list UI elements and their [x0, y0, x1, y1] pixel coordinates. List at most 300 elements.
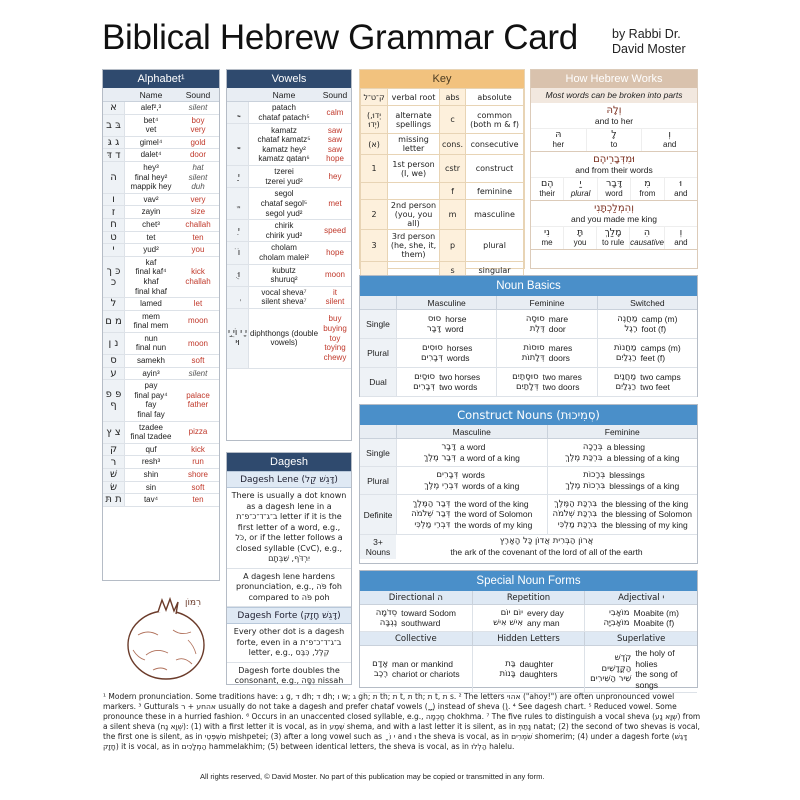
hhw-part-eng: you [573, 238, 587, 247]
alphabet-sound: palace father [186, 390, 210, 410]
grid-cell [496, 310, 596, 338]
dagesh-lene-text-2: A dagesh lene hardens pronunciation, e.g., פֹּה foh compared to פֹּה poh [227, 569, 351, 608]
hhw-part [596, 227, 629, 249]
special-header: Special Noun Forms [360, 571, 697, 591]
key-cell: masculine [466, 200, 524, 230]
grid-cell [597, 368, 697, 396]
key-row [361, 230, 524, 262]
alphabet-name: tav⁴ [143, 495, 159, 505]
column-header: Feminine [547, 425, 698, 438]
special-column-header: Hidden Letters [472, 632, 585, 645]
cell-hebrew: סְדֹמָה נֶגְבָּה [375, 607, 398, 628]
grid-cell [396, 339, 496, 367]
three-plus-row [360, 535, 697, 559]
cell-english: two horses two words [439, 371, 481, 392]
cell-hebrew: סוּסָה דֶּלֶת [525, 313, 545, 334]
vowel-sound: hope [326, 248, 344, 258]
alphabet-name: bet⁴ vet [143, 115, 159, 135]
alphabet-sound: very [190, 194, 206, 204]
dagesh-forte-header: Dagesh Forte (דָּגֵשׁ חָזָק) [227, 607, 351, 624]
alphabet-letter: צ ץ [103, 422, 125, 443]
alphabet-sound: kick [191, 444, 205, 454]
vowel-sound: buy buying toy toying chewy [323, 314, 347, 362]
key-cell: (א) [361, 134, 388, 155]
grid-cell [396, 310, 496, 338]
vowel-row [227, 102, 351, 124]
hhw-part [629, 227, 664, 249]
alphabet-name: sin [145, 482, 157, 492]
hhw-part [531, 129, 586, 151]
alphabet-row [103, 137, 219, 150]
alphabet-letter: ו [103, 194, 125, 206]
row-label: Single [360, 439, 396, 466]
vowel-row [227, 166, 351, 188]
hhw-subtitle: Most words can be broken into parts [531, 88, 697, 103]
alphabet-letter: ח [103, 219, 125, 231]
key-row [361, 89, 524, 106]
dagesh-lene-text: There is usually a dot known as a dagesh lene in a ב־ג־ד־כ־פ־ת letter if it is the first letter of a word, e.g., כֹּל, or if the letter follows a closed syllable (CvC), e.g., יִרְדֹּף, שִׁבְּתָם [227, 488, 351, 569]
key-cell: missing letter [388, 134, 440, 155]
alphabet-name: pay final pay⁴ fay final fay [134, 381, 168, 420]
cell-english: blessings blessings of a king [609, 470, 680, 491]
column-headers [360, 425, 697, 439]
footnotes: ¹ Modern pronunciation. Some traditions have: ג g, ד dh; ד dh; ו w; ג gh; ת th; ת t, ת th; ת t, ת s. ² The letters אהוי ("ahoy!") are often unpronounced vowel markers. ³ Gutturals אהחע + ר usually do not take a dagesh and prefer chataf vowels (ֲ ֱ ֳ) instead of sheva (ְ). ⁴ See dagesh chart. ⁵ Reduced vowel. Some pronounce these in a hurried fashion. ⁶ Occurs in an unaccented closed syllable, e.g., חָכְמָה chokhma. ⁷ The five rules to distinguish a vocal sheva (שְׁוָא נָע) from a silent sheva (שְׁוָא נָח): (1) with a first letter it is vocal, as in שְׁמַע shema, and with a last letter it is silent, as in נָתַתְּ natat; (2) the second of two shevas is vocal, the first one is silent, as in מִשְׁפְּטֵי mishpetei; (3) after a long vowel such as ָ ֵ ִי וֹ and וּ the sheva is vocal, as in שֹׁמְרִים shomerim; (4) under a dagesh forte (דָּגֵשׁ חָזָק) it is vocal, as in הַמְלָכִים hammelakhim; (5) between identical letters, the sheva is vocal, as in הַלְלוּ halelu. [103, 692, 701, 751]
grid-cell [547, 495, 698, 534]
alphabet-letter: מ ם [103, 311, 125, 332]
vowel-symbol: ָ ֳ [227, 124, 249, 165]
row-label: Plural [360, 339, 396, 367]
vowel-symbol: ֻ וּ [227, 265, 249, 286]
special-row [360, 646, 697, 693]
alphabet-row [103, 115, 219, 137]
alphabet-name: shin [143, 470, 159, 479]
grid-row [360, 439, 697, 467]
hhw-header: How Hebrew Works [531, 70, 697, 88]
vowel-sound: met [328, 198, 342, 208]
alphabet-row [103, 194, 219, 207]
cell-hebrew: סוּסִים דְּבָרִים [420, 342, 443, 363]
alphabet-row [103, 469, 219, 482]
key-cell: common (both m & f) [466, 106, 524, 134]
cell-hebrew: סוּסוֹת דְּלָתוֹת [521, 342, 545, 363]
grid-cell [396, 439, 547, 466]
alphabet-name: kaf final kaf⁴ khaf final khaf [134, 257, 168, 296]
vowel-symbol: ַ ֲ [227, 102, 249, 123]
hhw-part-eng: word [605, 189, 623, 198]
grid-cell [597, 310, 697, 338]
cell-hebrew: סוּס דָּבָר [426, 313, 442, 334]
cell-english: mare door [548, 313, 569, 334]
vowel-name: diphthongs (double vowels) [249, 328, 319, 348]
hhw-part [531, 178, 563, 200]
alphabet-name: alef²,³ [140, 103, 162, 112]
hhw-part-eng: and [663, 140, 677, 149]
cell-hebrew: בִּרְכַּת הַמֶּלֶךְ בִּרְכַּת שְׁלֹמֹה בִּרְכַּת מַלְכִּי [552, 498, 598, 530]
key-cell: singular [466, 262, 524, 279]
page-title: Biblical Hebrew Grammar Card [102, 18, 578, 57]
key-cell: c [439, 106, 465, 134]
alphabet-sound: soft [191, 482, 205, 492]
three-plus-english: the ark of the covenant of the lord of all of the earth [450, 547, 643, 557]
special-noun-forms-panel [359, 570, 698, 688]
hhw-part-eng: causative [630, 238, 664, 247]
hhw-part [641, 129, 697, 151]
hhw-part-eng: plural [570, 189, 591, 198]
column-header: Masculine [396, 425, 547, 438]
copyright: All rights reserved, © David Moster. No part of this publication may be copied or transmitted in any form. [200, 772, 545, 781]
hhw-part-eng: and [674, 238, 688, 247]
hhw-part [664, 178, 697, 200]
cell-english: camp (m) foot (f) [641, 313, 678, 334]
vowel-name: chirik chirik yud² [265, 221, 303, 240]
key-cell: 2 [361, 200, 388, 230]
key-cell: m [439, 200, 465, 230]
construct-nouns-panel [359, 404, 698, 564]
row-label: Definite [360, 495, 396, 534]
key-cell [361, 183, 388, 200]
alphabet-panel: Alphabet¹ Name Sound א alef²,³ silent בּ ב bet⁴ vet boy very ג גּ gimel⁴ gold ד דּ dalet⁴ door ה hey³ final hey² mappik hey hat silent duh ו vav² very ז zayin size ח chet³ challah ט tet ten י yud² you כּ ך כ kaf final kaf⁴ khaf final khaf kick challah ל lamed let מ ם mem final mem moon נ ן nun final nun moon ס samekh soft ע ayin³ silent פּ פ ף pay final pay⁴ fay final fay palace father צ ץ tzadee final tzadee pizza ק quf kick ר resh³ run שׁ shin shore שׂ sin soft ת תּ tav⁴ ten [102, 69, 220, 581]
vowel-name: kubutz shuruq² [270, 265, 298, 285]
special-cell [472, 605, 585, 631]
vowel-row [227, 124, 351, 166]
column-headers [360, 296, 697, 310]
three-plus-hebrew: אֲרוֹן הַבְּרִית אֲדוֹן כָּל הָאָרֶץ [499, 536, 594, 546]
vowel-sound: saw saw saw hope [326, 125, 344, 164]
alphabet-row [103, 494, 219, 507]
hhw-part-eng: and [674, 189, 688, 198]
alphabet-sound: pizza [188, 427, 208, 437]
alphabet-row [103, 456, 219, 469]
alphabet-sound: hat silent duh [188, 162, 208, 192]
alphabet-name: samekh [136, 356, 165, 366]
vowel-row [227, 287, 351, 309]
alphabet-sound: challah [185, 219, 211, 229]
vowel-row [227, 265, 351, 287]
key-row [361, 106, 524, 134]
key-cell: 3rd person (he, she, it, them) [388, 230, 440, 262]
cell-english: every day any man [527, 607, 564, 628]
hhw-part [586, 129, 642, 151]
grid-cell [547, 439, 698, 466]
column-header: Masculine [396, 296, 496, 309]
special-column-headers [360, 632, 697, 646]
alphabet-sound: moon [187, 338, 208, 348]
cell-english: two camps two feet [640, 371, 681, 392]
vowel-sound: calm [326, 107, 344, 117]
grid-row [360, 495, 697, 535]
hhw-part-heb: דָּבָר [605, 178, 623, 189]
alphabet-sound: silent [188, 368, 208, 378]
alphabet-sound: you [191, 245, 205, 255]
key-row [361, 183, 524, 200]
key-cell: p [439, 230, 465, 262]
alphabet-row [103, 244, 219, 257]
alphabet-row [103, 102, 219, 115]
hhw-part-heb: לָ [611, 129, 617, 140]
grid-cell [496, 368, 596, 396]
key-header: Key [360, 70, 524, 88]
alphabet-letter: שׂ [103, 482, 125, 494]
key-cell [388, 183, 440, 200]
alphabet-letter: ג גּ [103, 137, 125, 149]
vowel-row [227, 242, 351, 264]
row-label: Plural [360, 467, 396, 494]
dagesh-forte-text-2: Dagesh forte doubles the consonant, e.g., נִסָּה nissah [234, 665, 344, 685]
alphabet-row [103, 368, 219, 381]
byline: by Rabbi Dr. David Moster [612, 27, 686, 56]
key-cell: alternate spellings [388, 106, 440, 134]
special-column-header: Adjectival י [584, 591, 697, 604]
alphabet-name: tzadee final tzadee [130, 422, 172, 442]
row-label: 3+ Nouns [360, 535, 396, 559]
key-table [360, 88, 524, 279]
key-cell: verbal root [388, 89, 440, 106]
cell-english: a word a word of a king [459, 442, 520, 463]
hhw-parts [531, 227, 697, 250]
construct-header: Construct Nouns (סְמִיכוּת) [360, 405, 697, 425]
key-cell: s [439, 262, 465, 279]
hhw-part [630, 178, 663, 200]
alphabet-header: Alphabet¹ [103, 70, 219, 88]
alphabet-sound: ten [192, 232, 204, 242]
alphabet-letter: ט [103, 232, 125, 244]
alphabet-sound: silent [188, 103, 208, 112]
key-cell: 2nd person (you, you all) [388, 200, 440, 230]
special-row [360, 605, 697, 632]
alphabet-letter: שׁ [103, 469, 125, 481]
alphabet-row [103, 257, 219, 298]
key-cell: feminine [466, 183, 524, 200]
grid-row [360, 310, 697, 339]
alphabet-name: nun final nun [135, 333, 167, 353]
cell-english: two mares two doors [542, 371, 582, 392]
cell-english: words words of a king [462, 470, 520, 491]
vowel-sound: speed [324, 225, 346, 235]
pomegranate-illustration [118, 590, 223, 685]
alphabet-sound: size [190, 207, 206, 217]
cell-english: horses words [446, 342, 473, 363]
dagesh-header: Dagesh [227, 453, 351, 471]
cell-english: camps (m) feet (f) [640, 342, 681, 363]
dagesh-lene-header: Dagesh Lene (דָּגֵשׁ קַל) [227, 471, 351, 488]
key-cell: f [439, 183, 465, 200]
alphabet-letter: ה [103, 162, 125, 193]
cell-english: horse word [445, 313, 467, 334]
dagesh-forte-text: Every other dot is a dagesh forte, even in a ב־ג־ד־כ־פ־ת letter, e.g., קִלֵּל, כִּבֵּס [227, 624, 351, 663]
key-cell: consecutive [466, 134, 524, 155]
grid-cell [547, 467, 698, 494]
cell-english: man or mankind chariot or chariots [392, 658, 460, 679]
vowel-symbol: ֶ ֱ [227, 188, 249, 219]
alphabet-row [103, 355, 219, 368]
key-cell: 1st person (I, we) [388, 155, 440, 183]
hhw-part-heb: הּ [555, 129, 562, 140]
key-row [361, 134, 524, 155]
three-plus-content [396, 535, 697, 559]
hhw-part [664, 227, 697, 249]
special-column-header: Collective [394, 634, 437, 644]
alphabet-letter: כּ ך כ [103, 257, 125, 297]
alphabet-name: zayin [141, 207, 161, 217]
hhw-part-heb: מִ [644, 178, 651, 189]
alphabet-row [103, 298, 219, 311]
alphabet-name: quf [145, 444, 157, 454]
key-cell: absolute [466, 89, 524, 106]
alphabet-name: yud² [143, 245, 159, 255]
alphabet-sound: ten [192, 495, 204, 505]
alphabet-row [103, 422, 219, 444]
key-cell: 3 [361, 230, 388, 262]
hhw-part-eng: to rule [602, 238, 625, 247]
alphabet-sound: gold [190, 137, 206, 147]
alphabet-name: gimel⁴ [139, 137, 163, 147]
alphabet-letter: א [103, 102, 125, 114]
hhw-part-eng: to [610, 140, 618, 149]
vowel-name: vocal sheva⁷ silent sheva⁷ [261, 287, 307, 307]
vowel-row [227, 220, 351, 242]
key-row [361, 200, 524, 230]
hhw-part-heb: וְ [679, 227, 683, 238]
cell-english: the word of the king the word of Solomon the words of my king [454, 498, 533, 530]
special-cell [472, 646, 585, 692]
key-cell: ק־ט־ל [361, 89, 388, 106]
alphabet-letter: ע [103, 368, 125, 380]
alphabet-row [103, 206, 219, 219]
row-label: Single [360, 310, 396, 338]
cell-hebrew: דְּבָרִים דִּבְרֵי מֶלֶךְ [424, 470, 459, 491]
alphabet-sound: let [193, 299, 203, 309]
cell-english: a blessing a blessing of a king [606, 442, 680, 463]
alphabet-sound: kick challah [185, 267, 211, 286]
grid-row [360, 368, 697, 397]
alphabet-letter: בּ ב [103, 115, 125, 136]
alphabet-name: dalet⁴ [140, 150, 162, 160]
grid-row [360, 467, 697, 495]
hhw-part-eng: me [541, 238, 553, 247]
cell-hebrew: דָּבָר דְּבַר מֶלֶךְ [423, 442, 456, 463]
hhw-part-heb: תָּ [576, 227, 584, 238]
row-label: Dual [360, 368, 396, 396]
cell-hebrew: אָדָם רֶכֶב [372, 658, 389, 679]
alphabet-letter: נ ן [103, 333, 125, 354]
grid-cell [396, 495, 547, 534]
hhw-example-word: וְהִמְלַכְתָּנִי [594, 203, 634, 214]
alphabet-letter: ת תּ [103, 494, 125, 506]
cell-hebrew: מַחֲנוֹת רַגְלַיִם [613, 342, 637, 363]
alphabet-sound: run [192, 457, 204, 467]
cell-hebrew: סוּסָתַיִם דְּלָתַיִם [512, 371, 539, 392]
cell-hebrew: סוּסַיִם דְּבָרִים [413, 371, 436, 392]
vowel-row [227, 188, 351, 220]
noun-basics-panel [359, 275, 698, 397]
special-column-headers [360, 591, 697, 605]
alphabet-name: mem final mem [133, 311, 169, 331]
grid-row [360, 339, 697, 368]
cell-hebrew: בַּת בָּנוֹת [499, 658, 516, 679]
vowels-header: Vowels [227, 70, 351, 88]
alphabet-sound: soft [191, 356, 205, 366]
column-header: Switched [597, 296, 697, 309]
vowel-name: kamatz chataf kamatz⁵ kamatz hey² kamatz qatan⁶ [257, 125, 311, 164]
cell-english: the holy of holies the song of songs [635, 648, 678, 690]
hhw-part [531, 227, 563, 249]
key-cell: (יְדוּ, יְדוּ) [361, 106, 388, 134]
vowel-name: segol chataf segol⁵ segol yud² [260, 189, 308, 218]
hhw-part [563, 227, 596, 249]
special-column-header: Superlative [584, 632, 697, 645]
vowel-name: tzerei tzerei yud² [265, 167, 303, 186]
alphabet-sound: door [189, 150, 206, 160]
grid-cell [396, 467, 547, 494]
alphabet-letter: ז [103, 206, 125, 218]
vowel-symbol: ִ ִי [227, 220, 249, 241]
special-cell [584, 605, 697, 631]
alphabet-letter: י [103, 244, 125, 256]
alphabet-row [103, 149, 219, 162]
alphabet-name: tet [146, 232, 156, 242]
alphabet-letter: פּ פ ף [103, 380, 125, 420]
vowel-symbol: ֹ וֹ [227, 242, 249, 263]
dagesh-panel [226, 452, 352, 685]
hhw-part [563, 178, 596, 200]
cell-hebrew: בְּרָכוֹת בִּרְכוֹת מֶלֶךְ [565, 470, 606, 491]
vowel-sound: it silent [325, 287, 345, 307]
key-cell: 1 [361, 155, 388, 183]
hhw-part-eng: her [552, 140, 565, 149]
special-cell [360, 605, 472, 631]
hhw-example-gloss: and from their words [531, 165, 697, 178]
alphabet-letter: ק [103, 444, 125, 456]
alphabet-row [103, 444, 219, 457]
cell-hebrew: בְּרָכָה בִּרְכַּת מֶלֶךְ [565, 442, 603, 463]
alphabet-name: resh³ [141, 457, 161, 467]
alphabet-name: chet³ [142, 219, 160, 229]
key-cell: cstr [439, 155, 465, 183]
grid-cell [396, 368, 496, 396]
column-header: Feminine [496, 296, 596, 309]
hhw-part-heb: וּ [679, 178, 683, 189]
hhw-part-heb: יַ [579, 178, 582, 189]
how-hebrew-works-panel [530, 69, 698, 269]
special-column-header: Repetition [472, 591, 585, 604]
key-row [361, 155, 524, 183]
key-cell: abs [439, 89, 465, 106]
vowel-symbol [227, 287, 249, 308]
alphabet-sound: boy very [190, 115, 206, 135]
key-cell: construct [466, 155, 524, 183]
alphabet-name: hey³ final hey² mappik hey [130, 162, 172, 192]
alphabet-name: lamed [140, 299, 162, 309]
vowels-panel: Vowels Name Sound ַ ֲ patach chataf patach⁵ calm ָ ֳ kamatz chataf kamatz⁵ kamatz hey² kamatz qatan⁶ saw saw saw hope ֵ ֵי tzerei tzerei yud² hey ֶ ֱ segol chataf segol⁵ segol yud² met ִ ִי chirik chirik yud² speed ֹ וֹ cholam cholam malei² hope ֻ וּ kubutz shuruq² moon vocal sheva⁷ silent sheva⁷ it silent ַי ָי וֹי ֻי וּי diphthongs (double vowels) buy buying toy toying chewy [226, 69, 352, 441]
hhw-example-word: וּמִדְּבָרֵיהֶם [593, 154, 635, 165]
cell-hebrew: קֹדֶשׁ הַקֳּדָשִׁים שִׁיר הַשִּׁירִים [590, 653, 632, 685]
hhw-part [597, 178, 630, 200]
hhw-part-heb: נִי [544, 227, 550, 238]
hhw-parts [531, 178, 697, 201]
cell-hebrew: מַחֲנַיִם רַגְלַיִם [613, 371, 637, 392]
alphabet-letter: ס [103, 355, 125, 367]
hhw-part-heb: הֶם [540, 178, 554, 189]
cell-english: the blessing of the king the blessing of Solomon the blessing of my king [601, 498, 692, 530]
cell-english: toward Sodom southward [401, 607, 456, 628]
cell-hebrew: מוֹאָבִי מוֹאָבִיָּה [603, 607, 630, 628]
alphabet-sound: shore [187, 470, 208, 479]
special-cell [584, 646, 697, 692]
hhw-parts [531, 129, 697, 152]
alphabet-name: ayin³ [142, 368, 160, 378]
vowel-name: patach chataf patach⁵ [258, 103, 310, 122]
alphabet-row [103, 482, 219, 495]
